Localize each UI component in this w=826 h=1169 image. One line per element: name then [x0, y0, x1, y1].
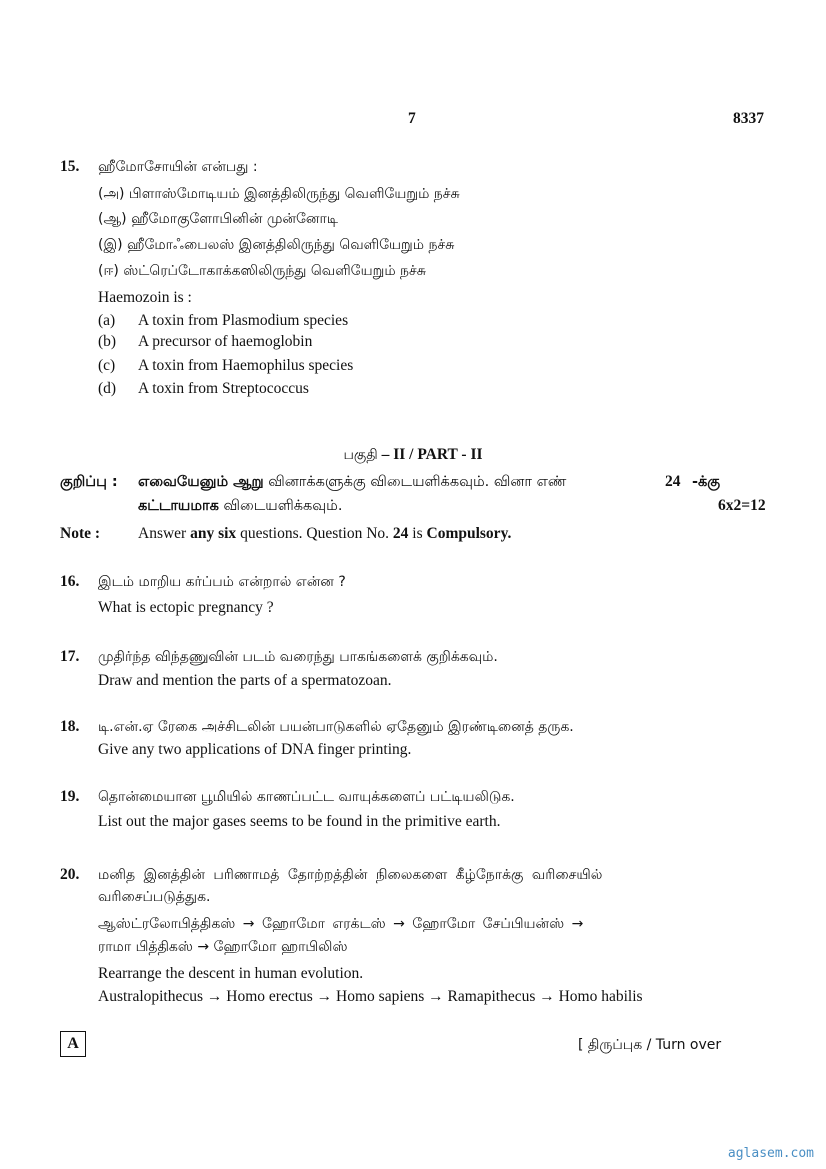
question-text-english: Draw and mention the parts of a spermatozoan.	[98, 672, 392, 689]
sequence-tamil-line-2: ராமா பித்திகஸ் → ஹோமோ ஹாபிலிஸ்	[98, 939, 348, 955]
sequence-tamil-line-1: ஆஸ்ட்ரலோபித்திகஸ் → ஹோமோ எரக்டஸ் → ஹோமோ சேப்பியன்ஸ் →	[98, 916, 584, 932]
question-text-tamil: ஹீமோசோயின் என்பது :	[98, 159, 258, 175]
note-english-text	[138, 525, 511, 543]
note-emphasis: Compulsory.	[426, 525, 512, 542]
question-text-english: List out the major gases seems to be found in the primitive earth.	[98, 813, 501, 830]
option-tamil-d: (ஈ) ஸ்ட்ரெப்டோகாக்கஸிலிருந்து வெளியேறும் நச்சு	[98, 263, 426, 279]
question-text-tamil: டி.என்.ஏ ரேகை அச்சிடலின் பயன்பாடுகளில் ஏதேனும் இரண்டினைத் தருக.	[98, 719, 574, 735]
question-number: 16.	[60, 573, 80, 590]
note-text: questions. Question No.	[236, 525, 393, 542]
note-text: Answer	[138, 525, 191, 542]
option-english-a: A toxin from Plasmodium species	[138, 312, 349, 329]
watermark: aglasem.com	[727, 1146, 814, 1161]
part-heading-tamil: பகுதி	[343, 447, 378, 463]
note-text: விடையளிக்கவும்.	[218, 498, 343, 514]
question-text-english: Give any two applications of DNA finger printing.	[98, 741, 412, 758]
question-text-english: Rearrange the descent in human evolution.	[98, 965, 364, 982]
note-text: வினாக்களுக்கு விடையளிக்கவும். வினா எண்	[263, 474, 567, 490]
note-line-2	[138, 498, 342, 516]
option-letter: (c)	[98, 357, 116, 374]
option-english-b: A precursor of haemoglobin	[138, 333, 313, 350]
option-tamil-a: (அ) பிளாஸ்மோடியம் இனத்திலிருந்து வெளியேறும் நச்சு	[98, 186, 460, 202]
option-english-c: A toxin from Haemophilus species	[138, 357, 354, 374]
turn-over-text: [ திருப்புக / Turn over	[578, 1037, 722, 1053]
turn-over-label	[578, 1036, 721, 1055]
note-label-tamil: குறிப்பு :	[60, 474, 118, 490]
question-number: 17.	[60, 648, 80, 665]
question-text-tamil-line-2: வரிசைப்படுத்துக.	[98, 889, 211, 905]
note-label-english: Note :	[60, 525, 101, 542]
sequence-english: Australopithecus → Homo erectus → Homo sapiens → Ramapithecus → Homo habilis	[98, 988, 643, 1005]
question-number: 15.	[60, 158, 80, 175]
note-emphasis: 24	[392, 525, 409, 542]
option-english-d: A toxin from Streptococcus	[138, 380, 309, 397]
paper-version-box: A	[60, 1031, 86, 1057]
note-line-1	[138, 474, 566, 492]
option-letter: (a)	[98, 312, 116, 329]
option-letter: (d)	[98, 380, 117, 397]
page-number: 7	[408, 110, 416, 127]
note-suffix: -க்கு	[692, 474, 721, 490]
question-number: 18.	[60, 718, 80, 735]
question-text-english: Haemozoin is :	[98, 289, 192, 306]
part-heading	[0, 446, 826, 465]
marks-allocation: 6x2=12	[718, 497, 766, 514]
question-number: 20.	[60, 866, 80, 883]
question-text-tamil: இடம் மாறிய கர்ப்பம் என்றால் என்ன ?	[98, 574, 346, 590]
note-text: is	[408, 525, 427, 542]
part-heading-rest: – II / PART - II	[377, 446, 483, 463]
note-question-number: 24	[665, 473, 681, 490]
note-emphasis: எவையேனும் ஆறு	[138, 474, 264, 490]
question-number: 19.	[60, 788, 80, 805]
question-text-tamil-line-1: மனித இனத்தின் பரிணாமத் தோற்றத்தின் நிலைகளை கீழ்நோக்கு வரிசையில்	[98, 867, 603, 883]
question-text-tamil: முதிர்ந்த விந்தணுவின் படம் வரைந்து பாகங்களைக் குறிக்கவும்.	[98, 649, 498, 665]
question-text-english: What is ectopic pregnancy ?	[98, 599, 274, 616]
question-text-tamil: தொன்மையான பூமியில் காணப்பட்ட வாயுக்களைப் பட்டியலிடுக.	[98, 789, 515, 805]
option-letter: (b)	[98, 333, 117, 350]
note-emphasis: any six	[190, 525, 237, 542]
option-tamil-b: (ஆ) ஹீமோகுளோபினின் முன்னோடி	[98, 211, 338, 227]
option-tamil-c: (இ) ஹீமோஃபைலஸ் இனத்திலிருந்து வெளியேறும் நச்சு	[98, 237, 455, 253]
note-emphasis: கட்டாயமாக	[138, 498, 219, 514]
question-paper-code: 8337	[733, 110, 764, 127]
